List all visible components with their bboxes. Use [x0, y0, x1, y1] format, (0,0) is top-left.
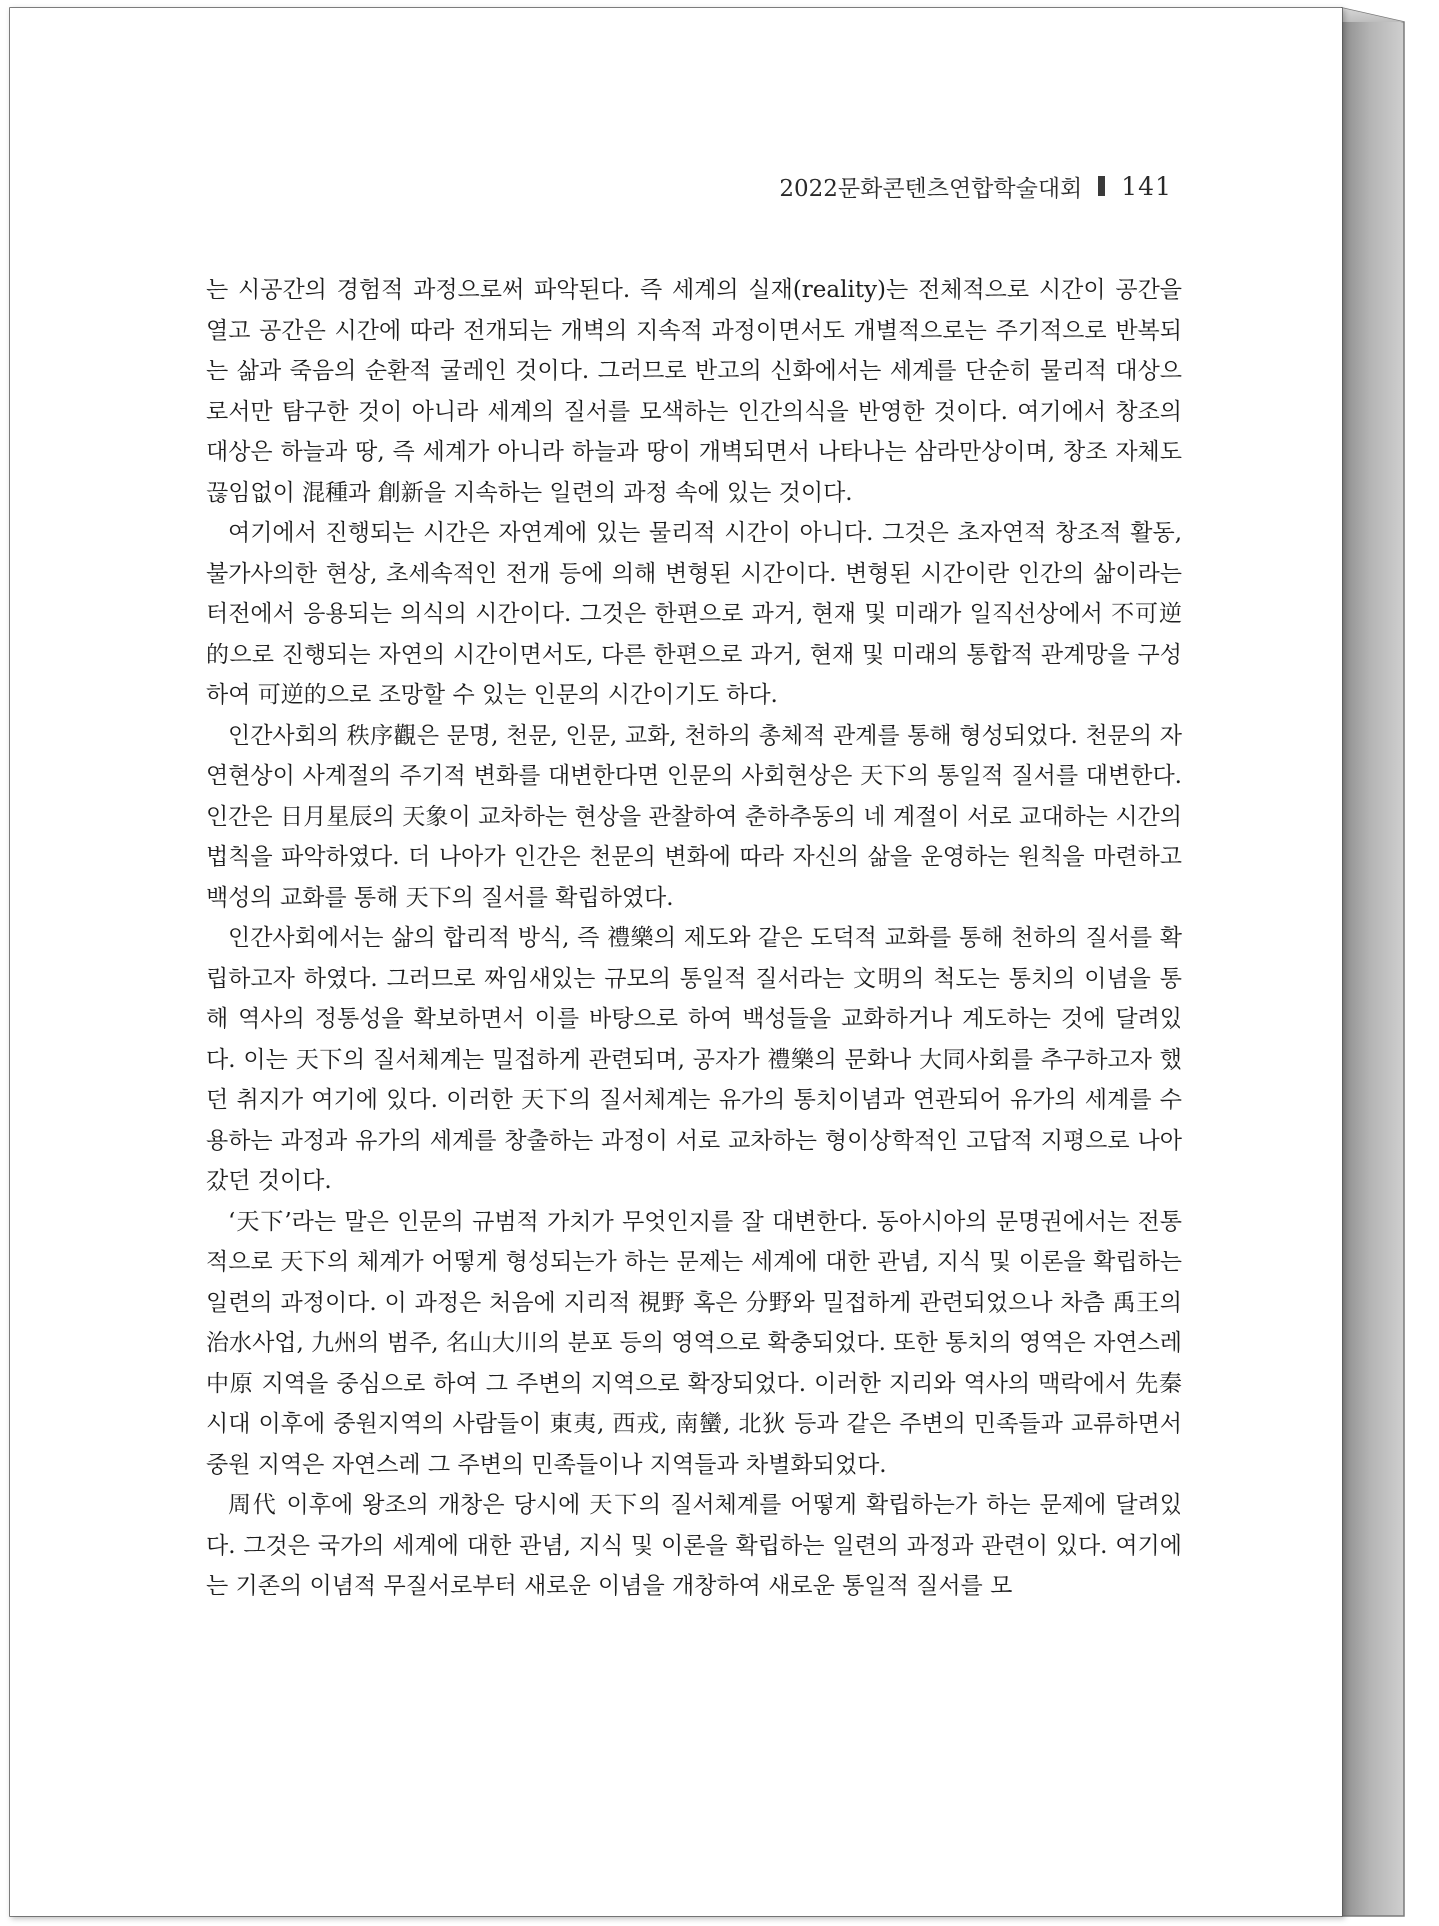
paragraph: 인간사회에서는 삶의 합리적 방식, 즉 禮樂의 제도와 같은 도덕적 교화를 통해 천하의 질서를 확립하고자 하였다. 그러므로 짜임새있는 규모의 통일적 질서라는 文明의 척도는 통치의 이념을 통해 역사의 정통성을 확보하면서 이를 바탕으로 하여 백성들을 교화하거나 계도하는 것에 달려있다. 이는 天下의 질서체계는 밀접하게 관련되며, 공자가 禮樂의 문화나 大同사회를 추구하고자 했던 취지가 여기에 있다. 이러한 天下의 질서체계는 유가의 통치이념과 연관되어 유가의 세계를 수용하는 과정과 유가의 세계를 창출하는 과정이 서로 교차하는 형이상학적인 고답적 지평으로 나아갔던 것이다.	[206, 925, 1182, 1194]
paragraph: ‘天下’라는 말은 인문의 규범적 가치가 무엇인지를 잘 대변한다. 동아시아의 문명권에서는 전통적으로 天下의 체계가 어떻게 형성되는가 하는 문제는 세계에 대한 관념, 지식 및 이론을 확립하는 일련의 과정이다. 이 과정은 처음에 지리적 視野 혹은 分野와 밀접하게 관련되었으나 차츰 禹王의 治水사업, 九州의 범주, 名山大川의 분포 등의 영역으로 확충되었다. 또한 통치의 영역은 자연스레 中原 지역을 중심으로 하여 그 주변의 지역으로 확장되었다. 이러한 지리와 역사의 맥락에서 先秦시대 이후에 중원지역의 사람들이 東夷, 西戎, 南蠻, 北狄 등과 같은 주변의 민족들과 교류하면서 중원 지역은 자연스레 그 주변의 민족들이나 지역들과 차별화되었다.	[206, 1208, 1182, 1478]
paragraph: 여기에서 진행되는 시간은 자연계에 있는 물리적 시간이 아니다. 그것은 초자연적 창조적 활동, 불가사의한 현상, 초세속적인 전개 등에 의해 변형된 시간이다. 변형된 시간이란 인간의 삶이라는 터전에서 응용되는 의식의 시간이다. 그것은 한편으로 과거, 현재 및 미래가 일직선상에서 不可逆的으로 진행되는 자연의 시간이면서도, 다른 한편으로 과거, 현재 및 미래의 통합적 관계망을 구성하여 可逆的으로 조망할 수 있는 인문의 시간이기도 하다.	[206, 520, 1182, 708]
document-page	[10, 8, 1342, 1916]
page-number: 141	[1121, 171, 1172, 201]
paragraph: 는 시공간의 경험적 과정으로써 파악된다. 즉 세계의 실재(reality)는 전체적으로 시간이 공간을 열고 공간은 시간에 따라 전개되는 개벽의 지속적 과정이면서도 개별적으로는 주기적으로 반복되는 삶과 죽음의 순환적 굴레인 것이다. 그러므로 반고의 신화에서는 세계를 단순히 물리적 대상으로서만 탐구한 것이 아니라 세계의 질서를 모색하는 인간의식을 반영한 것이다. 여기에서 창조의 대상은 하늘과 땅, 즉 세계가 아니라 하늘과 땅이 개벽되면서 나타나는 삼라만상이며, 창조 자체도 끊임없이 混種과 創新을 지속하는 일련의 과정 속에 있는 것이다.	[206, 277, 1182, 506]
conference-title: 2022문화콘텐츠연합학술대회	[779, 175, 1083, 202]
book-side-edge	[1342, 8, 1404, 1916]
paragraph: 周代 이후에 왕조의 개창은 당시에 天下의 질서체계를 어떻게 확립하는가 하는 문제에 달려있다. 그것은 국가의 세계에 대한 관념, 지식 및 이론을 확립하는 일련의 과정과 관련이 있다. 여기에는 기존의 이념적 무질서로부터 새로운 이념을 개창하여 새로운 통일적 질서를 모	[206, 1492, 1182, 1599]
paragraph: 인간사회의 秩序觀은 문명, 천문, 인문, 교화, 천하의 총체적 관계를 통해 형성되었다. 천문의 자연현상이 사계절의 주기적 변화를 대변한다면 인문의 사회현상은 天下의 통일적 질서를 대변한다. 인간은 日月星辰의 天象이 교차하는 현상을 관찰하여 춘하추동의 네 계절이 서로 교대하는 시간의 법칙을 파악하였다. 더 나아가 인간은 천문의 변화에 따라 자신의 삶을 운영하는 원칙을 마련하고 백성의 교화를 통해 天下의 질서를 확립하였다.	[206, 722, 1182, 911]
running-head	[779, 166, 1172, 206]
body-text	[206, 270, 1182, 1607]
header-separator-bar	[1098, 176, 1105, 196]
